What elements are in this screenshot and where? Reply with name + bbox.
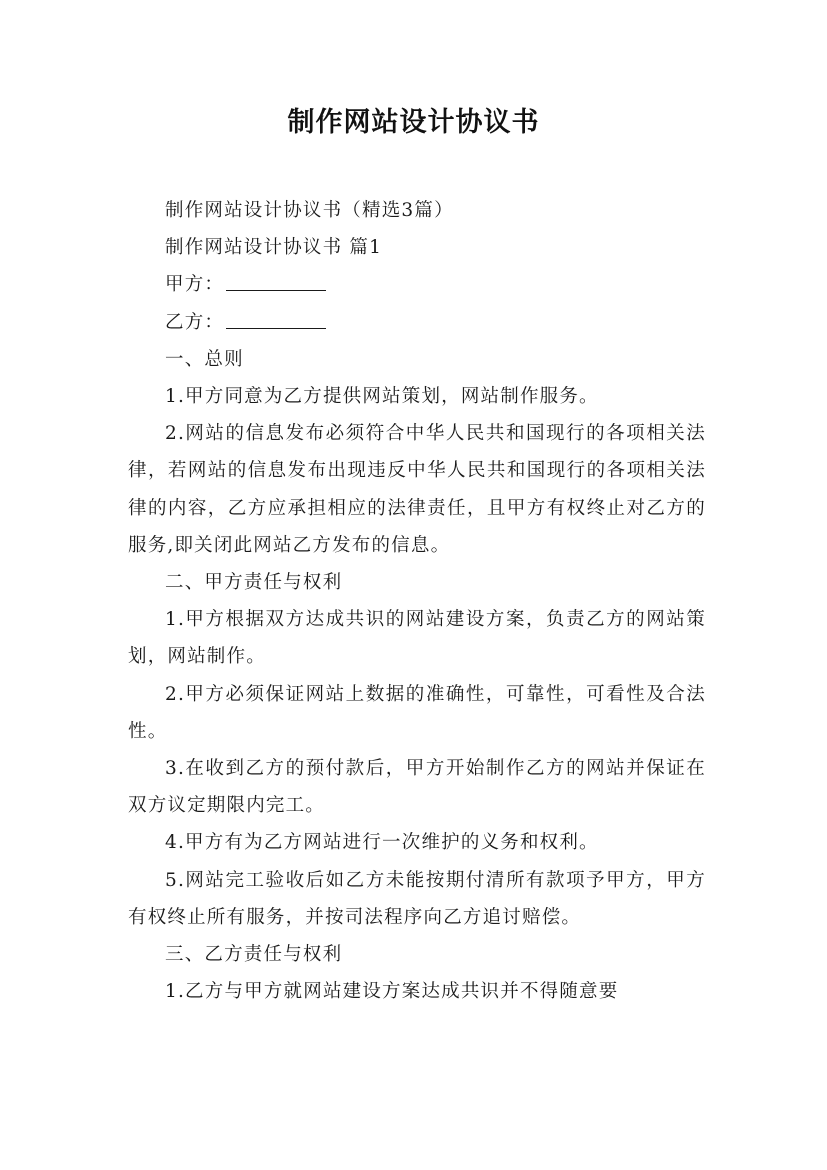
party-b-blank	[226, 327, 326, 329]
paragraph-item: 5.网站完工验收后如乙方未能按期付清所有款项予甲方，甲方有权终止所有服务，并按司法程序向乙方追讨赔偿。	[128, 869, 706, 928]
paragraph-item: 4.甲方有为乙方网站进行一次维护的义务和权利。	[165, 832, 599, 854]
section-heading-general: 一、总则	[165, 348, 244, 370]
party-b-label: 乙方：	[165, 311, 225, 333]
paragraph-item: 3.在收到乙方的预付款后，甲方开始制作乙方的网站并保证在双方议定期限内完工。	[128, 758, 706, 817]
party-a-label: 甲方：	[165, 274, 225, 296]
paragraph-item: 2.甲方必须保证网站上数据的准确性，可靠性，可看性及合法性。	[128, 683, 706, 742]
document-title: 制作网站设计协议书	[287, 107, 540, 138]
paragraph-item: 1.甲方根据双方达成共识的网站建设方案，负责乙方的网站策划，网站制作。	[128, 609, 706, 668]
section-heading-party-b: 三、乙方责任与权利	[165, 944, 343, 966]
section-heading-party-a: 二、甲方责任与权利	[165, 572, 343, 594]
paragraph-part-heading: 制作网站设计协议书 篇1	[165, 237, 383, 259]
party-a-line	[128, 266, 706, 303]
paragraph-item: 1.甲方同意为乙方提供网站策划，网站制作服务。	[165, 386, 599, 408]
paragraph-item: 1.乙方与甲方就网站建设方案达成共识并不得随意要	[165, 981, 619, 1003]
document-body	[128, 192, 706, 1010]
party-a-blank	[226, 289, 326, 291]
paragraph-subtitle: 制作网站设计协议书（精选3篇）	[165, 200, 454, 221]
paragraph-item: 2.网站的信息发布必须符合中华人民共和国现行的各项相关法律，若网站的信息发布出现违反中华人民共和国现行的各项相关法律的内容，乙方应承担相应的法律责任，且甲方有权终止对乙方的服务,即关闭此网站乙方发布的信息。	[128, 423, 706, 556]
party-b-line	[128, 304, 706, 341]
